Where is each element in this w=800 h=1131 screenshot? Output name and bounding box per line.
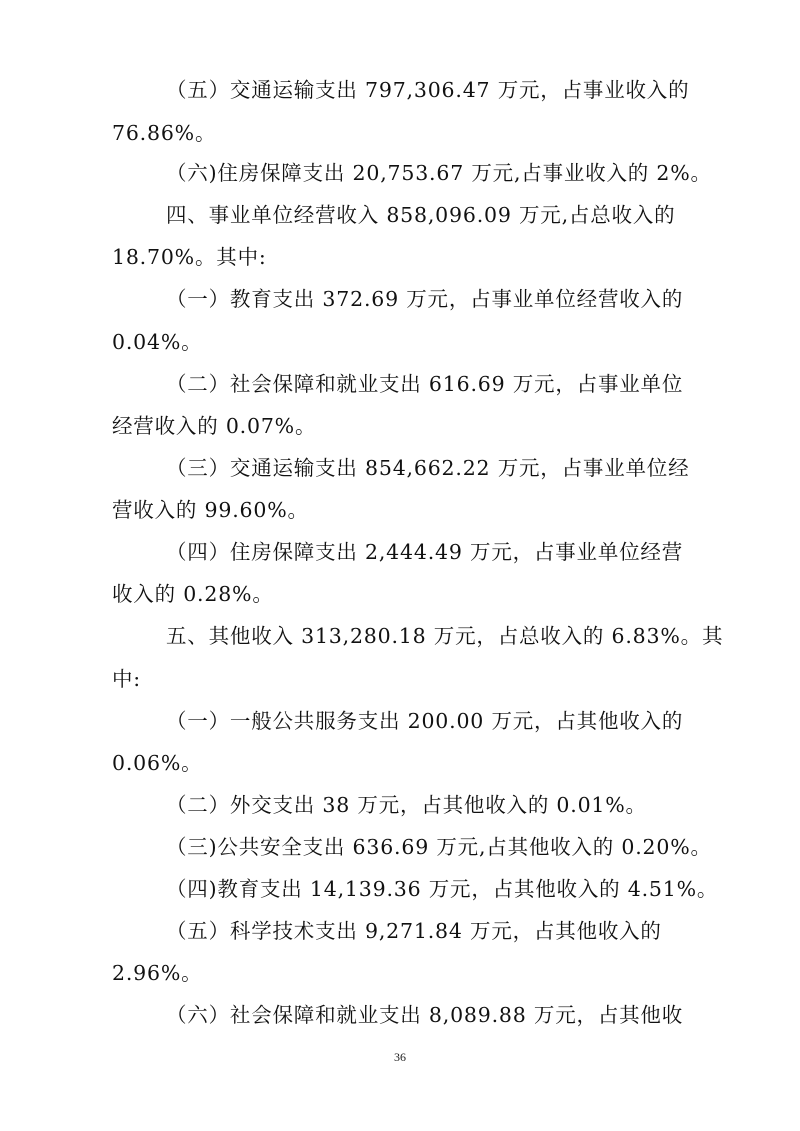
text-line: 2.96%。 (112, 961, 203, 985)
text-line: （六)住房保障支出 20,753.67 万元,占事业收入的 2%。 (166, 161, 712, 185)
text-line: 18.70%。其中: (112, 245, 267, 269)
text-line: 五、其他收入 313,280.18 万元，占总收入的 6.83%。其 (166, 624, 724, 648)
text-line: 76.86%。 (112, 121, 217, 145)
text-line: 0.04%。 (112, 330, 203, 354)
text-line: 四、事业单位经营收入 858,096.09 万元,占总收入的 (166, 203, 676, 227)
text-line: （五）科学技术支出 9,271.84 万元，占其他收入的 (166, 919, 662, 943)
text-line: （五）交通运输支出 797,306.47 万元，占事业收入的 (166, 78, 690, 102)
text-line: （三)公共安全支出 636.69 万元,占其他收入的 0.20%。 (166, 835, 712, 859)
text-line: （一）教育支出 372.69 万元，占事业单位经营收入的 (166, 287, 684, 311)
text-line: 0.06%。 (112, 751, 203, 775)
text-line: （二）外交支出 38 万元，占其他收入的 0.01%。 (166, 793, 647, 817)
text-line: （四)教育支出 14,139.36 万元，占其他收入的 4.51%。 (166, 877, 719, 901)
text-line: 经营收入的 0.07%。 (112, 414, 317, 438)
page-number: 36 (394, 1050, 406, 1064)
text-line: 中: (112, 667, 142, 691)
text-line: （四）住房保障支出 2,444.49 万元，占事业单位经营 (166, 540, 684, 564)
text-line: （一）一般公共服务支出 200.00 万元，占其他收入的 (166, 709, 684, 733)
text-line: （六）社会保障和就业支出 8,089.88 万元，占其他收 (166, 1003, 684, 1027)
text-line: （二）社会保障和就业支出 616.69 万元，占事业单位 (166, 372, 684, 396)
text-line: 营收入的 99.60%。 (112, 498, 309, 522)
text-line: 收入的 0.28%。 (112, 582, 274, 606)
text-line: （三）交通运输支出 854,662.22 万元，占事业单位经 (166, 456, 690, 480)
